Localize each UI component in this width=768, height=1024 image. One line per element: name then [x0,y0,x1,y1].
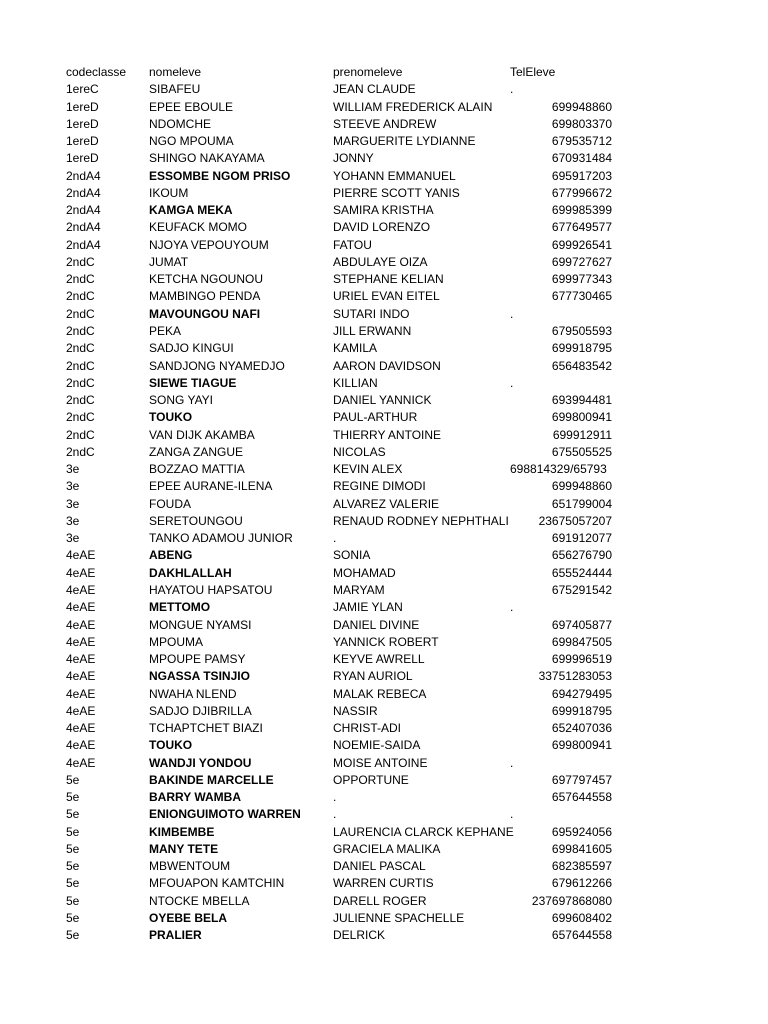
table-row [0,513,768,530]
table-row [0,358,768,375]
cell-teleleve: 699918795 [551,703,612,718]
table-row [0,168,768,185]
cell-teleleve: 652407036 [551,721,612,736]
cell-nomeleve: BOZZAO MATTIA [149,462,245,477]
table-row [0,789,768,806]
cell-teleleve: 697405877 [551,617,612,632]
cell-codeclasse: 2ndA4 [66,168,101,183]
table-row [0,99,768,116]
cell-teleleve: 675291542 [551,582,612,597]
table-row [0,841,768,858]
cell-prenomeleve: RENAUD RODNEY NEPHTHALI [333,513,509,528]
table-row [0,254,768,271]
cell-codeclasse: 2ndC [66,289,95,304]
cell-teleleve: 699803370 [551,116,612,131]
cell-teleleve: 33751283053 [538,669,612,684]
header-codeclasse: codeclasse [66,65,127,79]
cell-prenomeleve: YOHANN EMMANUEL [333,168,456,183]
table-row [0,496,768,513]
cell-nomeleve: ZANGA ZANGUE [149,444,244,459]
cell-teleleve: 657644558 [551,928,612,943]
cell-prenomeleve: SONIA [333,548,371,563]
cell-nomeleve: MPOUMA [149,634,203,649]
cell-nomeleve: TCHAPTCHET BIAZI [149,721,263,736]
cell-codeclasse: 2ndC [66,272,95,287]
cell-nomeleve: NDOMCHE [149,116,211,131]
cell-codeclasse: 5e [66,859,80,874]
cell-codeclasse: 5e [66,876,80,891]
student-table [0,64,768,945]
cell-nomeleve: KETCHA NGOUNOU [149,272,264,287]
cell-teleleve: 670931484 [551,151,612,166]
cell-prenomeleve: GRACIELA MALIKA [333,841,441,856]
cell-teleleve: 699608402 [551,911,612,926]
cell-prenomeleve: KAMILA [333,341,378,356]
table-row [0,409,768,426]
cell-nomeleve: PRALIER [149,928,202,943]
cell-prenomeleve: JONNY [333,151,374,166]
cell-nomeleve: EPEE EBOULE [149,99,234,114]
cell-codeclasse: 4eAE [66,548,96,563]
table-row [0,116,768,133]
cell-codeclasse: 5e [66,841,80,856]
cell-teleleve: 699985399 [551,203,612,218]
cell-prenomeleve: FATOU [333,237,372,252]
cell-prenomeleve: KILLIAN [333,375,378,390]
table-body [0,81,768,944]
table-row [0,599,768,616]
cell-teleleve: 699841605 [551,841,612,856]
cell-nomeleve: SADJO DJIBRILLA [149,703,252,718]
cell-prenomeleve: PAUL-ARTHUR [333,410,418,425]
cell-nomeleve: SONG YAYI [149,393,214,408]
cell-teleleve: 699996519 [551,652,612,667]
cell-nomeleve: KEUFACK MOMO [149,220,248,235]
cell-teleleve: 677730465 [551,289,612,304]
cell-nomeleve: MPOUPE PAMSY [149,652,246,667]
table-row [0,306,768,323]
cell-prenomeleve: MARGUERITE LYDIANNE [333,134,476,149]
cell-teleleve: 699800941 [551,738,612,753]
cell-teleleve: 699912911 [552,427,612,442]
cell-prenomeleve: . [333,531,337,546]
cell-nomeleve: MAMBINGO PENDA [149,289,261,304]
cell-nomeleve: KIMBEMBE [149,824,215,839]
table-row [0,271,768,288]
cell-teleleve: 693994481 [551,393,612,408]
cell-codeclasse: 2ndA4 [66,220,101,235]
cell-prenomeleve: LAURENCIA CLARCK KEPHANE [333,824,514,839]
cell-codeclasse: 5e [66,893,80,908]
cell-teleleve: . [510,375,514,390]
cell-teleleve: 677649577 [551,220,612,235]
cell-nomeleve: TOUKO [149,738,193,753]
cell-prenomeleve: THIERRY ANTOINE [333,427,442,442]
table-row [0,806,768,823]
cell-nomeleve: NJOYA VEPOUYOUM [149,237,269,252]
cell-prenomeleve: DARELL ROGER [333,893,427,908]
header-teleleve: TelEleve [510,65,556,79]
cell-prenomeleve: URIEL EVAN EITEL [333,289,440,304]
cell-codeclasse: 5e [66,824,80,839]
cell-nomeleve: HAYATOU HAPSATOU [149,582,273,597]
cell-prenomeleve: PIERRE SCOTT YANIS [333,185,460,200]
table-row [0,185,768,202]
cell-prenomeleve: ABDULAYE OIZA [333,254,428,269]
cell-nomeleve: NWAHA NLEND [149,686,237,701]
table-row [0,720,768,737]
cell-teleleve: . [510,306,514,321]
table-row [0,530,768,547]
cell-prenomeleve: MARYAM [333,582,385,597]
table-row [0,737,768,754]
table-row [0,81,768,98]
cell-nomeleve: MANY TETE [149,841,219,856]
cell-prenomeleve: WILLIAM FREDERICK ALAIN [333,99,493,114]
cell-prenomeleve: DANIEL DIVINE [333,617,420,632]
table-row [0,582,768,599]
table-row [0,893,768,910]
cell-prenomeleve: ALVAREZ VALERIE [333,496,440,511]
cell-codeclasse: 1ereD [66,99,99,114]
table-row [0,219,768,236]
cell-nomeleve: SANDJONG NYAMEDJO [149,358,285,373]
table-row [0,237,768,254]
cell-prenomeleve: YANNICK ROBERT [333,634,439,649]
cell-codeclasse: 3e [66,513,80,528]
cell-prenomeleve: KEVIN ALEX [333,462,403,477]
table-row [0,668,768,685]
cell-nomeleve: IKOUM [149,185,189,200]
cell-teleleve: 655524444 [551,565,612,580]
cell-teleleve: 699800941 [551,410,612,425]
cell-nomeleve: KAMGA MEKA [149,203,233,218]
cell-codeclasse: 2ndC [66,306,95,321]
table-row [0,875,768,892]
cell-teleleve: 651799004 [551,496,612,511]
table-row [0,634,768,651]
cell-codeclasse: 4eAE [66,652,96,667]
cell-teleleve: 699977343 [551,272,612,287]
cell-teleleve: 677996672 [551,185,612,200]
cell-nomeleve: PEKA [149,323,182,338]
cell-prenomeleve: MALAK REBECA [333,686,427,701]
cell-prenomeleve: CHRIST-ADI [333,721,402,736]
cell-nomeleve: OYEBE BELA [149,911,228,926]
cell-nomeleve: NGASSA TSINJIO [149,669,250,684]
cell-teleleve: 679505593 [551,323,612,338]
cell-prenomeleve: STEEVE ANDREW [333,116,437,131]
cell-prenomeleve: JILL ERWANN [333,323,412,338]
cell-nomeleve: DAKHLALLAH [149,565,232,580]
cell-teleleve: . [510,755,514,770]
cell-teleleve: 657644558 [551,790,612,805]
cell-codeclasse: 5e [66,928,80,943]
cell-teleleve: 691912077 [551,531,612,546]
cell-codeclasse: 2ndC [66,375,95,390]
cell-prenomeleve: . [333,790,337,805]
cell-teleleve: 698814329/65793 [510,462,607,477]
cell-prenomeleve: JAMIE YLAN [333,600,403,615]
table-row [0,547,768,564]
cell-nomeleve: NTOCKE MBELLA [149,893,250,908]
table-row [0,375,768,392]
cell-codeclasse: 2ndA4 [66,185,101,200]
cell-nomeleve: ABENG [149,548,193,563]
cell-prenomeleve: RYAN AURIOL [333,669,413,684]
cell-codeclasse: 2ndA4 [66,237,101,252]
cell-teleleve: 699727627 [551,254,612,269]
cell-prenomeleve: DELRICK [333,928,386,943]
cell-codeclasse: 5e [66,911,80,926]
cell-teleleve: 656483542 [551,358,612,373]
cell-nomeleve: ESSOMBE NGOM PRISO [149,168,291,183]
table-row [0,617,768,634]
header-row [0,64,768,81]
cell-teleleve: . [510,82,514,97]
cell-codeclasse: 4eAE [66,600,96,615]
header-prenomeleve: prenomeleve [333,65,403,79]
table-row [0,340,768,357]
table-row [0,824,768,841]
table-row [0,461,768,478]
cell-codeclasse: 2ndC [66,254,95,269]
cell-nomeleve: NGO MPOUMA [149,134,234,149]
table-row [0,686,768,703]
cell-codeclasse: 2ndC [66,323,95,338]
cell-nomeleve: VAN DIJK AKAMBA [149,427,255,442]
cell-teleleve: 656276790 [551,548,612,563]
cell-codeclasse: 5e [66,772,80,787]
table-row [0,651,768,668]
cell-codeclasse: 4eAE [66,703,96,718]
cell-teleleve: 237697868080 [531,893,612,908]
cell-codeclasse: 4eAE [66,582,96,597]
cell-teleleve: 699847505 [551,634,612,649]
cell-prenomeleve: MOISE ANTOINE [333,755,428,770]
table-row [0,444,768,461]
cell-nomeleve: WANDJI YONDOU [149,755,252,770]
cell-codeclasse: 1ereD [66,151,99,166]
cell-codeclasse: 2ndC [66,444,95,459]
cell-nomeleve: SIBAFEU [149,82,201,97]
header-nomeleve: nomeleve [149,65,202,79]
table-row [0,772,768,789]
table-row [0,202,768,219]
cell-teleleve: 675505525 [551,444,612,459]
cell-nomeleve: MFOUAPON KAMTCHIN [149,876,285,891]
cell-prenomeleve: MOHAMAD [333,565,396,580]
cell-prenomeleve: AARON DAVIDSON [333,358,441,373]
cell-teleleve: 699926541 [551,237,612,252]
cell-prenomeleve: STEPHANE KELIAN [333,272,444,287]
cell-codeclasse: 4eAE [66,721,96,736]
cell-codeclasse: 2ndC [66,427,95,442]
cell-prenomeleve: REGINE DIMODI [333,479,426,494]
cell-nomeleve: METTOMO [149,600,211,615]
cell-nomeleve: MBWENTOUM [149,859,231,874]
cell-codeclasse: 4eAE [66,565,96,580]
cell-nomeleve: ENIONGUIMOTO WARREN [149,807,301,822]
cell-nomeleve: EPEE AURANE-ILENA [149,479,273,494]
cell-codeclasse: 4eAE [66,755,96,770]
cell-prenomeleve: NOEMIE-SAIDA [333,738,421,753]
cell-prenomeleve: NICOLAS [333,444,386,459]
table-row [0,427,768,444]
cell-nomeleve: SIEWE TIAGUE [149,375,237,390]
cell-teleleve: 694279495 [551,686,612,701]
cell-codeclasse: 1ereD [66,134,99,149]
cell-codeclasse: 3e [66,531,80,546]
cell-teleleve: 23675057207 [538,513,612,528]
table-row [0,323,768,340]
cell-codeclasse: 3e [66,496,80,511]
cell-teleleve: 695924056 [551,824,612,839]
cell-prenomeleve: SUTARI INDO [333,306,410,321]
cell-codeclasse: 3e [66,479,80,494]
table-row [0,927,768,944]
cell-prenomeleve: OPPORTUNE [333,772,409,787]
cell-codeclasse: 2ndC [66,358,95,373]
table-row [0,133,768,150]
cell-prenomeleve: JULIENNE SPACHELLE [333,911,465,926]
cell-teleleve: 699948860 [551,479,612,494]
cell-codeclasse: 4eAE [66,634,96,649]
table-row [0,565,768,582]
table-row [0,858,768,875]
cell-codeclasse: 2ndC [66,410,95,425]
cell-prenomeleve: SAMIRA KRISTHA [333,203,434,218]
cell-teleleve: 699948860 [551,99,612,114]
table-row [0,150,768,167]
cell-prenomeleve: NASSIR [333,703,378,718]
cell-nomeleve: TANKO ADAMOU JUNIOR [149,531,293,546]
cell-codeclasse: 1ereC [66,82,99,97]
cell-teleleve: . [510,600,514,615]
cell-teleleve: 679612266 [551,876,612,891]
cell-codeclasse: 2ndC [66,393,95,408]
cell-teleleve: . [510,807,514,822]
cell-nomeleve: TOUKO [149,410,193,425]
table-row [0,392,768,409]
cell-prenomeleve: KEYVE AWRELL [333,652,425,667]
cell-codeclasse: 2ndC [66,341,95,356]
cell-codeclasse: 1ereD [66,116,99,131]
cell-nomeleve: BAKINDE MARCELLE [149,772,274,787]
cell-nomeleve: FOUDA [149,496,191,511]
cell-codeclasse: 4eAE [66,669,96,684]
table-row [0,703,768,720]
cell-prenomeleve: DANIEL PASCAL [333,859,426,874]
cell-prenomeleve: DAVID LORENZO [333,220,431,235]
cell-codeclasse: 3e [66,462,80,477]
cell-nomeleve: SERETOUNGOU [149,513,243,528]
cell-codeclasse: 5e [66,807,80,822]
cell-codeclasse: 4eAE [66,686,96,701]
cell-nomeleve: MAVOUNGOU NAFI [149,306,261,321]
cell-nomeleve: BARRY WAMBA [149,790,241,805]
cell-codeclasse: 4eAE [66,738,96,753]
cell-teleleve: 679535712 [551,134,612,149]
cell-teleleve: 699918795 [551,341,612,356]
cell-teleleve: 682385597 [551,859,612,874]
cell-prenomeleve: WARREN CURTIS [333,876,434,891]
cell-codeclasse: 2ndA4 [66,203,101,218]
cell-prenomeleve: . [333,807,337,822]
cell-teleleve: 697797457 [551,772,612,787]
cell-teleleve: 695917203 [551,168,612,183]
cell-nomeleve: MONGUE NYAMSI [149,617,252,632]
cell-prenomeleve: JEAN CLAUDE [333,82,416,97]
cell-nomeleve: SHINGO NAKAYAMA [149,151,265,166]
table-row [0,910,768,927]
cell-codeclasse: 4eAE [66,617,96,632]
cell-nomeleve: SADJO KINGUI [149,341,234,356]
cell-codeclasse: 5e [66,790,80,805]
table-row [0,478,768,495]
cell-nomeleve: JUMAT [149,254,189,269]
cell-prenomeleve: DANIEL YANNICK [333,393,432,408]
table-row [0,755,768,772]
table-row [0,288,768,305]
